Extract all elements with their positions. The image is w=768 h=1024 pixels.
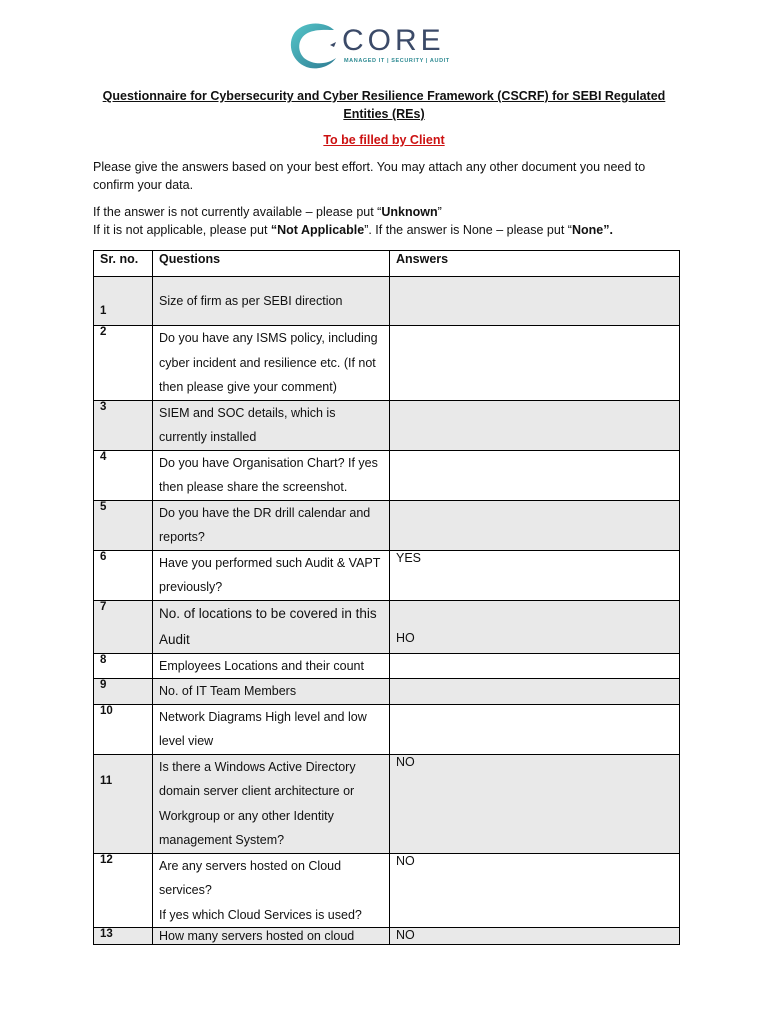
unknown-instruction — [93, 203, 693, 221]
row-answer-field[interactable]: NO — [390, 928, 680, 945]
fill-instruction: To be filled by Client — [323, 133, 445, 147]
row-answer-field[interactable] — [390, 326, 680, 401]
row-answer-field[interactable] — [390, 277, 680, 326]
intro-paragraph: Please give the answers based on your best effort. You may attach any other document you need to confirm your data. — [93, 160, 646, 192]
table-row — [94, 277, 680, 326]
row-number: 6 — [94, 550, 153, 600]
table-row — [94, 653, 680, 679]
row-question: Do you have any ISMS policy, including cyber incident and resilience etc. (If not then please give your comment) — [153, 326, 390, 401]
table-row — [94, 600, 680, 653]
row-number: 5 — [94, 500, 153, 550]
not-applicable-instruction — [93, 221, 693, 239]
header-questions: Questions — [153, 251, 390, 277]
logo-tagline: MANAGED IT | SECURITY | AUDIT — [344, 58, 450, 64]
rule1-text: If the answer is not currently available – please put “ — [93, 205, 382, 219]
row-answer-field[interactable] — [390, 500, 680, 550]
row-question: Is there a Windows Active Directory domain server client architecture or Workgroup or any other Identity management System? — [153, 754, 390, 853]
row-question: Have you performed such Audit & VAPT previously? — [153, 550, 390, 600]
row-question: How many servers hosted on cloud — [153, 928, 390, 945]
core-logo — [286, 20, 476, 72]
table-row — [94, 704, 680, 754]
row-number: 9 — [94, 679, 153, 705]
rule2-keyword-2: None”. — [571, 223, 613, 237]
row-number: 11 — [94, 754, 153, 853]
table-row — [94, 679, 680, 705]
table-row — [94, 928, 680, 945]
table-row — [94, 853, 680, 928]
row-question: Size of firm as per SEBI direction — [153, 277, 390, 326]
rule2-text: If it is not applicable, please put — [93, 223, 271, 237]
row-question: SIEM and SOC details, which is currently installed — [153, 400, 390, 450]
table-row — [94, 500, 680, 550]
row-question: Network Diagrams High level and low level view — [153, 704, 390, 754]
row-number: 4 — [94, 450, 153, 500]
table-header-row — [94, 251, 680, 277]
row-question — [153, 853, 390, 928]
header-answers: Answers — [390, 251, 680, 277]
rule1-end: ” — [437, 205, 442, 219]
rule2-text-2: ”. If the answer is None – please put “ — [364, 223, 572, 237]
document-title: Questionnaire for Cybersecurity and Cyber Resilience Framework (CSCRF) for SEBI Regulated Entities (REs) — [102, 89, 666, 121]
row-question-line: Are any servers hosted on Cloud services? — [159, 858, 342, 897]
row-number: 3 — [94, 400, 153, 450]
row-answer-field[interactable] — [390, 450, 680, 500]
row-answer-field[interactable] — [390, 679, 680, 705]
logo-wordmark: CORE — [342, 24, 445, 57]
core-swirl-icon — [286, 20, 342, 72]
row-number: 13 — [94, 928, 153, 945]
row-number: 1 — [94, 277, 153, 326]
row-answer-field[interactable] — [390, 400, 680, 450]
row-number: 7 — [94, 600, 153, 653]
table-row — [94, 550, 680, 600]
row-question: Employees Locations and their count — [153, 653, 390, 679]
table-row — [94, 450, 680, 500]
questionnaire-table — [93, 250, 680, 945]
row-question: No. of locations to be covered in this Audit — [153, 600, 390, 653]
row-question: No. of IT Team Members — [153, 679, 390, 705]
row-question: Do you have the DR drill calendar and reports? — [153, 500, 390, 550]
rule2-keyword: “Not Applicable — [270, 223, 365, 237]
row-answer-field[interactable]: NO — [390, 853, 680, 928]
table-row — [94, 326, 680, 401]
row-number: 8 — [94, 653, 153, 679]
row-question: Do you have Organisation Chart? If yes then please share the screenshot. — [153, 450, 390, 500]
row-number: 10 — [94, 704, 153, 754]
table-row — [94, 754, 680, 853]
header-sr-no: Sr. no. — [94, 251, 153, 277]
row-answer-field[interactable] — [390, 704, 680, 754]
rule1-keyword: Unknown — [381, 205, 438, 219]
row-number: 12 — [94, 853, 153, 928]
row-question-line: If yes which Cloud Services is used? — [159, 907, 362, 922]
table-row — [94, 400, 680, 450]
row-answer-field[interactable]: YES — [390, 550, 680, 600]
row-answer-field[interactable]: HO — [390, 600, 680, 653]
row-answer-field[interactable] — [390, 653, 680, 679]
row-answer-field[interactable]: NO — [390, 754, 680, 853]
row-number: 2 — [94, 326, 153, 401]
